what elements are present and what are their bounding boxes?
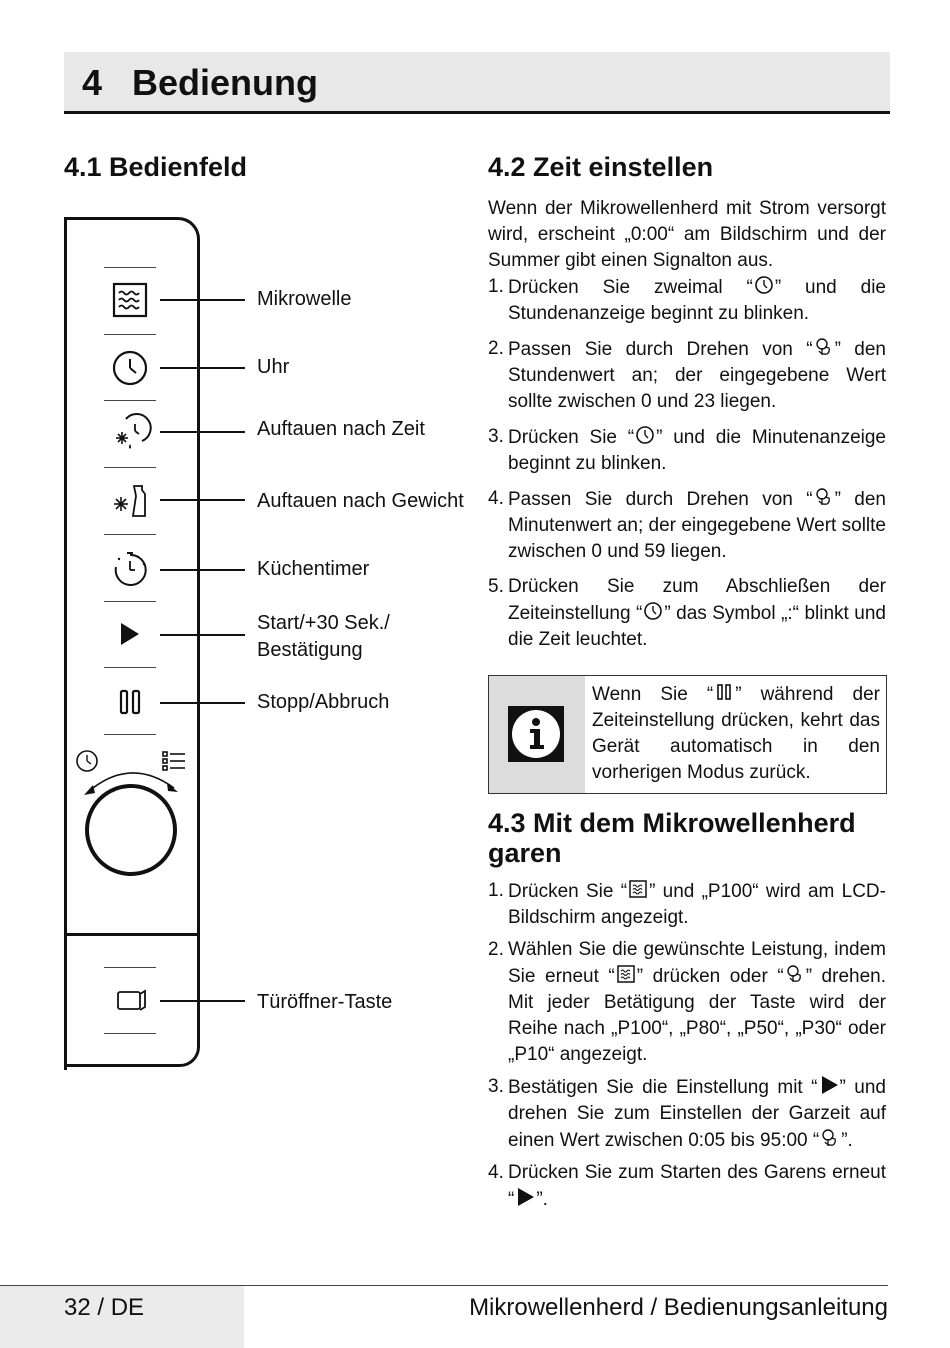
- microwave-icon: [108, 278, 152, 322]
- step-text: Drücken Sie zum Starten des Garens erneut “: [508, 1162, 886, 1210]
- label-auftauen-gewicht: Auftauen nach Gewicht: [257, 490, 464, 512]
- panel-divider: [104, 467, 156, 468]
- pause-icon: [713, 681, 735, 701]
- list-item: [488, 1160, 886, 1213]
- info-note: [488, 675, 887, 794]
- step-text: ” den Minutenwert an; der eingegebene Wert sollte zwischen 0 und 59 liegen.: [508, 489, 886, 562]
- step-text: ” und die Stundenanzeige beginnt zu blinken.: [508, 277, 886, 324]
- label-kuechentimer: Küchentimer: [257, 558, 370, 580]
- step-text: Drücken Sie zweimal “: [508, 277, 753, 298]
- label-start-line1: Start/+30 Sek./: [257, 612, 390, 634]
- step-number: 1.: [488, 880, 504, 901]
- list-item: [488, 574, 886, 653]
- chapter-header: [64, 52, 890, 114]
- panel-divider: [104, 400, 156, 401]
- step-text: ” drücken oder “: [636, 966, 784, 987]
- door-open-button[interactable]: [108, 978, 152, 1022]
- step-text: Drücken Sie “: [508, 427, 635, 448]
- info-icon-area: [489, 676, 585, 793]
- step-number: 2.: [488, 939, 504, 960]
- defrost-time-button[interactable]: [108, 410, 152, 454]
- kitchen-timer-button[interactable]: [108, 547, 152, 591]
- info-icon: [508, 706, 564, 762]
- timer-icon: [108, 547, 152, 591]
- clock-icon: [642, 600, 664, 620]
- defrost-weight-icon: [108, 478, 152, 522]
- info-text-part: ” während der Zeiteinstellung drücken, kehrt das Gerät automatisch in den vorherigen Modus zurück.: [592, 684, 880, 783]
- label-start: [257, 610, 390, 664]
- page-number: 32 / DE: [64, 1294, 145, 1321]
- section-heading-garen: 4.3 Mit dem Mikrowellenherd garen: [488, 808, 856, 868]
- knob-icon: [84, 783, 178, 877]
- list-item: [488, 937, 886, 1068]
- menu-mini-icon: [163, 752, 185, 770]
- list-item: [488, 274, 886, 327]
- section-heading-bedienfeld: 4.1 Bedienfeld: [64, 152, 248, 182]
- cook-steps-list: [488, 878, 886, 1213]
- knob-hand-icon: [813, 486, 835, 506]
- step-number: 2.: [488, 338, 504, 359]
- panel-divider: [104, 667, 156, 668]
- play-icon: [108, 612, 152, 656]
- panel-divider: [104, 334, 156, 335]
- label-uhr: Uhr: [257, 356, 290, 378]
- info-text: [592, 681, 880, 786]
- start-button[interactable]: [108, 612, 152, 656]
- pause-icon: [108, 680, 152, 724]
- leader-line: [160, 569, 245, 571]
- label-stopp: Stopp/Abbruch: [257, 691, 390, 713]
- panel-divider: [104, 967, 156, 968]
- step-text: ”.: [841, 1130, 853, 1151]
- door-icon: [108, 978, 152, 1022]
- step-text: ” und drehen Sie zum Einstellen der Garzeit auf einen Wert zwischen 0:05 bis 95:00 “: [508, 1077, 886, 1151]
- step-text: ” drehen. Mit jeder Betätigung der Taste wird der Reihe nach „P100“, „P80“, „P50“, „P30“ oder „P10“ angezeigt.: [508, 966, 886, 1065]
- leader-line: [160, 499, 245, 501]
- play-icon: [514, 1186, 536, 1206]
- panel-divider: [104, 267, 156, 268]
- leader-line: [160, 702, 245, 704]
- panel-divider: [104, 734, 156, 735]
- footer-title: Mikrowellenherd / Bedienungsanleitung: [469, 1294, 888, 1321]
- step-text: Passen Sie durch Drehen von “: [508, 489, 813, 510]
- defrost-weight-button[interactable]: [108, 478, 152, 522]
- panel-divider: [104, 1033, 156, 1034]
- list-item: [488, 1074, 886, 1154]
- clock-icon: [634, 424, 656, 444]
- selection-knob[interactable]: [84, 783, 178, 877]
- knob-hand-icon: [819, 1127, 841, 1147]
- step-text: ” den Stundenwert an; der eingegebene Wert sollte zwischen 0 und 23 liegen.: [508, 339, 886, 412]
- chapter-title: 4 Bedienung: [82, 62, 319, 103]
- step-text: Bestätigen Sie die Einstellung mit “: [508, 1077, 818, 1098]
- list-item: [488, 486, 886, 565]
- intro-paragraph: Wenn der Mikrowellenherd mit Strom versorgt wird, erscheint „0:00“ am Bildschirm und der Summer gibt einen Signalton aus.: [488, 198, 886, 271]
- leader-line: [160, 367, 245, 369]
- step-text: Passen Sie durch Drehen von “: [508, 339, 813, 360]
- knob-hand-icon: [813, 336, 835, 356]
- label-mikrowelle: Mikrowelle: [257, 288, 352, 310]
- defrost-time-icon: [108, 410, 152, 454]
- step-number: 4.: [488, 488, 504, 509]
- step-text: ” und die Minutenanzeige beginnt zu blinken.: [508, 427, 886, 474]
- stop-button[interactable]: [108, 680, 152, 724]
- step-number: 4.: [488, 1162, 504, 1183]
- step-text: ”.: [536, 1189, 548, 1210]
- play-icon: [818, 1074, 840, 1094]
- step-text: Wählen Sie die gewünschte Leistung, indem Sie erneut “: [508, 939, 886, 987]
- clock-icon: [108, 346, 152, 390]
- leader-line: [160, 634, 245, 636]
- info-text-part: Wenn Sie “: [592, 684, 714, 705]
- step-text: Drücken Sie “: [508, 881, 628, 902]
- step-text: ” und „P100“ wird am LCD-Bildschirm angezeigt.: [508, 881, 886, 928]
- label-tuer: Türöffner-Taste: [257, 991, 393, 1013]
- list-item: [488, 336, 886, 415]
- label-start-line2: Bestätigung: [257, 639, 363, 661]
- step-number: 3.: [488, 426, 504, 447]
- leader-line: [160, 299, 245, 301]
- microwave-icon: [615, 963, 637, 983]
- step-number: 5.: [488, 576, 504, 597]
- panel-divider: [104, 534, 156, 535]
- list-item: [488, 878, 886, 931]
- leader-line: [160, 431, 245, 433]
- step-number: 3.: [488, 1076, 504, 1097]
- leader-line: [160, 1000, 245, 1002]
- list-item: [488, 424, 886, 477]
- clock-button[interactable]: [108, 346, 152, 390]
- knob-hand-icon: [784, 963, 806, 983]
- step-number: 1.: [488, 276, 504, 297]
- label-auftauen-zeit: Auftauen nach Zeit: [257, 418, 425, 440]
- section-heading-zeit: 4.2 Zeit einstellen: [488, 152, 714, 182]
- panel-divider: [104, 601, 156, 602]
- microwave-button[interactable]: [108, 278, 152, 322]
- step-text: Drücken Sie zum Abschließen der Zeiteinstellung “: [508, 576, 886, 624]
- step-text: ” das Symbol „:“ blinkt und die Zeit leuchtet.: [508, 603, 887, 650]
- clock-icon: [753, 274, 775, 294]
- clock-mini-icon: [77, 751, 97, 771]
- microwave-icon: [627, 878, 649, 898]
- time-steps-list: [488, 274, 886, 653]
